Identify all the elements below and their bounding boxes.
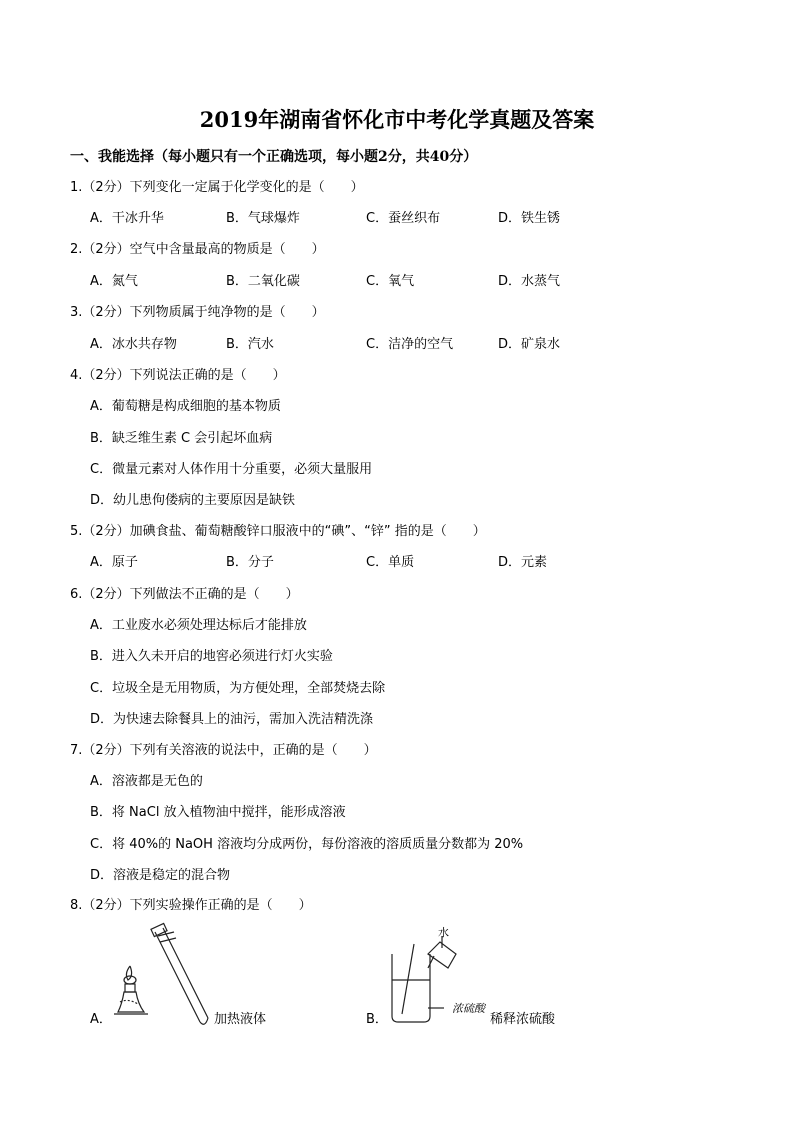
q8-option-b: B．: [366, 1012, 388, 1027]
q5-option-b: B．分子: [226, 555, 274, 570]
q7-option-c: C．将 40%的 NaOH 溶液均分成两份，每份溶液的溶质质量分数都为 20%: [90, 837, 524, 852]
question-4-stem: 4.（2分）下列说法正确的是（ ）: [70, 368, 286, 383]
question-7-stem: 7.（2分）下列有关溶液的说法中，正确的是（ ）: [70, 743, 377, 758]
q6-option-d: D．为快速去除餐具上的油污，需加入洗洁精洗涤: [90, 712, 374, 727]
q7-option-d: D．溶液是稳定的混合物: [90, 868, 231, 883]
q6-option-a: A．工业废水必须处理达标后才能排放: [90, 618, 307, 633]
q4-option-d: D．幼儿患佝偻病的主要原因是缺铁: [90, 493, 296, 508]
q2-option-b: B．二氧化碳: [226, 274, 300, 289]
q4-option-b: B．缺乏维生素 C 会引起坏血病: [90, 431, 273, 446]
question-2-stem: 2.（2分）空气中含量最高的物质是（ ）: [70, 242, 325, 257]
q3-option-b: B．汽水: [226, 337, 274, 352]
q1-option-d: D．铁生锈: [498, 211, 561, 226]
q6-option-c: C．垃圾全是无用物质，为方便处理，全部焚烧去除: [90, 681, 386, 696]
heating-liquid-figure: [108, 922, 218, 1030]
question-6-stem: 6.（2分）下列做法不正确的是（ ）: [70, 587, 299, 602]
q7-option-b: B．将 NaCl 放入植物油中搅拌，能形成溶液: [90, 805, 346, 820]
dilute-acid-caption: 稀释浓硫酸: [490, 1012, 556, 1027]
q5-option-a: A．原子: [90, 555, 138, 570]
page-title: 2019年湖南省怀化市中考化学真题及答案: [199, 107, 595, 132]
q8-option-a: A．: [90, 1012, 112, 1027]
q1-option-c: C．蚕丝织布: [366, 211, 441, 226]
q4-option-a: A．葡萄糖是构成细胞的基本物质: [90, 399, 281, 414]
q1-option-b: B．气球爆炸: [226, 211, 300, 226]
section-heading: 一、我能选择（每小题只有一个正确选项，每小题2分，共40分）: [70, 149, 478, 165]
q1-option-a: A．干冰升华: [90, 211, 164, 226]
question-5-stem: 5.（2分）加碘食盐、葡萄糖酸锌口服液中的“碘”、“锌” 指的是（ ）: [70, 524, 486, 539]
q4-option-c: C．微量元素对人体作用十分重要，必须大量服用: [90, 462, 373, 477]
question-1-stem: 1.（2分）下列变化一定属于化学变化的是（ ）: [70, 180, 364, 195]
q3-option-d: D．矿泉水: [498, 337, 561, 352]
q5-option-c: C．单质: [366, 555, 415, 570]
heating-liquid-caption: 加热液体: [214, 1012, 267, 1027]
question-3-stem: 3.（2分）下列物质属于纯净物的是（ ）: [70, 305, 325, 320]
q2-option-c: C．氧气: [366, 274, 415, 289]
q6-option-b: B．进入久未开启的地窖必须进行灯火实验: [90, 649, 333, 664]
q3-option-a: A．冰水共存物: [90, 337, 177, 352]
q3-option-c: C．洁净的空气: [366, 337, 454, 352]
q2-option-d: D．水蒸气: [498, 274, 561, 289]
water-label: 水: [438, 926, 449, 939]
q2-option-a: A．氮气: [90, 274, 138, 289]
conc-acid-label: 浓硫酸: [452, 1002, 485, 1015]
question-8-stem: 8.（2分）下列实验操作正确的是（ ）: [70, 898, 312, 913]
q5-option-d: D．元素: [498, 555, 548, 570]
q7-option-a: A．溶液都是无色的: [90, 774, 203, 789]
